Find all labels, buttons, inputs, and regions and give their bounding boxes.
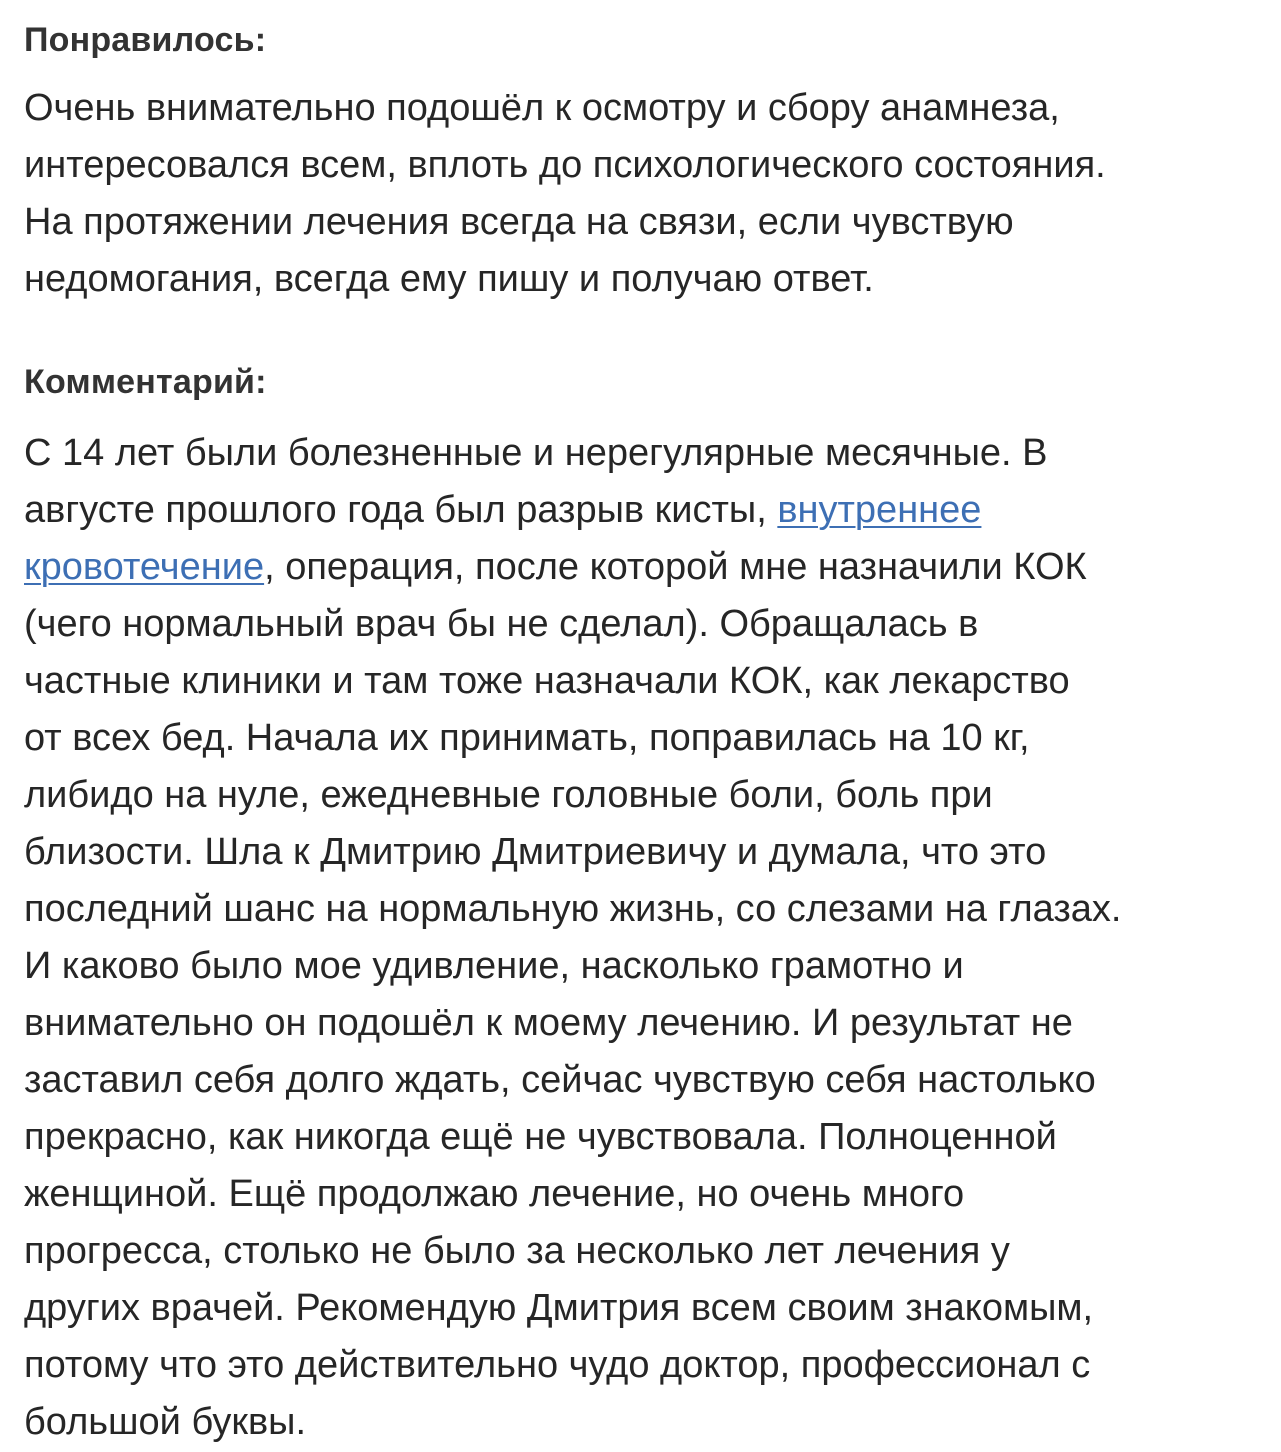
comment-line: прогресса, столько не было за несколько лет лечения у [24,1230,1010,1272]
liked-line: интересовался всем, вплоть до психологического состояния. [24,144,1106,186]
comment-line [24,539,1264,596]
comment-line: прекрасно, как никогда ещё не чувствовала. Полноценной [24,1116,1057,1158]
comment-line: последний шанс на нормальную жизнь, со слезами на глазах. [24,888,1122,930]
liked-section-title: Понравилось: [24,21,267,59]
comment-section-title: Комментарий: [24,363,267,401]
comment-line: (чего нормальный врач бы не сделал). Обращалась в [24,603,979,645]
comment-line: других врачей. Рекомендую Дмитрия всем своим знакомым, [24,1287,1094,1329]
comment-line: С 14 лет были болезненные и нерегулярные месячные. В [24,432,1048,474]
comment-line: от всех бед. Начала их принимать, поправилась на 10 кг, [24,717,1030,759]
liked-section-text [24,80,1254,308]
comment-line-text: , операция, после которой мне назначили КОК [264,546,1087,588]
comment-line: внимательно он подошёл к моему лечению. И результат не [24,1002,1073,1044]
comment-line: заставил себя долго ждать, сейчас чувствую себя настолько [24,1059,1096,1101]
liked-line: Очень внимательно подошёл к осмотру и сбору анамнеза, [24,87,1060,129]
comment-line: либидо на нуле, ежедневные головные боли, боль при [24,774,993,816]
comment-line-text: августе прошлого года был разрыв кисты, [24,489,778,531]
comment-line: потому что это действительно чудо доктор, профессионал с [24,1344,1091,1386]
internal-bleeding-link-continued[interactable]: кровотечение [24,546,265,588]
internal-bleeding-link[interactable]: внутреннее [777,489,982,531]
comment-line: И каково было мое удивление, насколько грамотно и [24,945,964,987]
liked-line: На протяжении лечения всегда на связи, если чувствую [24,201,1014,243]
comment-line [24,482,1264,539]
comment-section-text [24,425,1264,1451]
comment-line: близости. Шла к Дмитрию Дмитриевичу и думала, что это [24,831,1047,873]
liked-line: недомогания, всегда ему пишу и получаю ответ. [24,258,874,300]
comment-line: частные клиники и там тоже назначали КОК, как лекарство [24,660,1070,702]
comment-line: большой буквы. [24,1401,307,1443]
comment-line: женщиной. Ещё продолжаю лечение, но очень много [24,1173,965,1215]
